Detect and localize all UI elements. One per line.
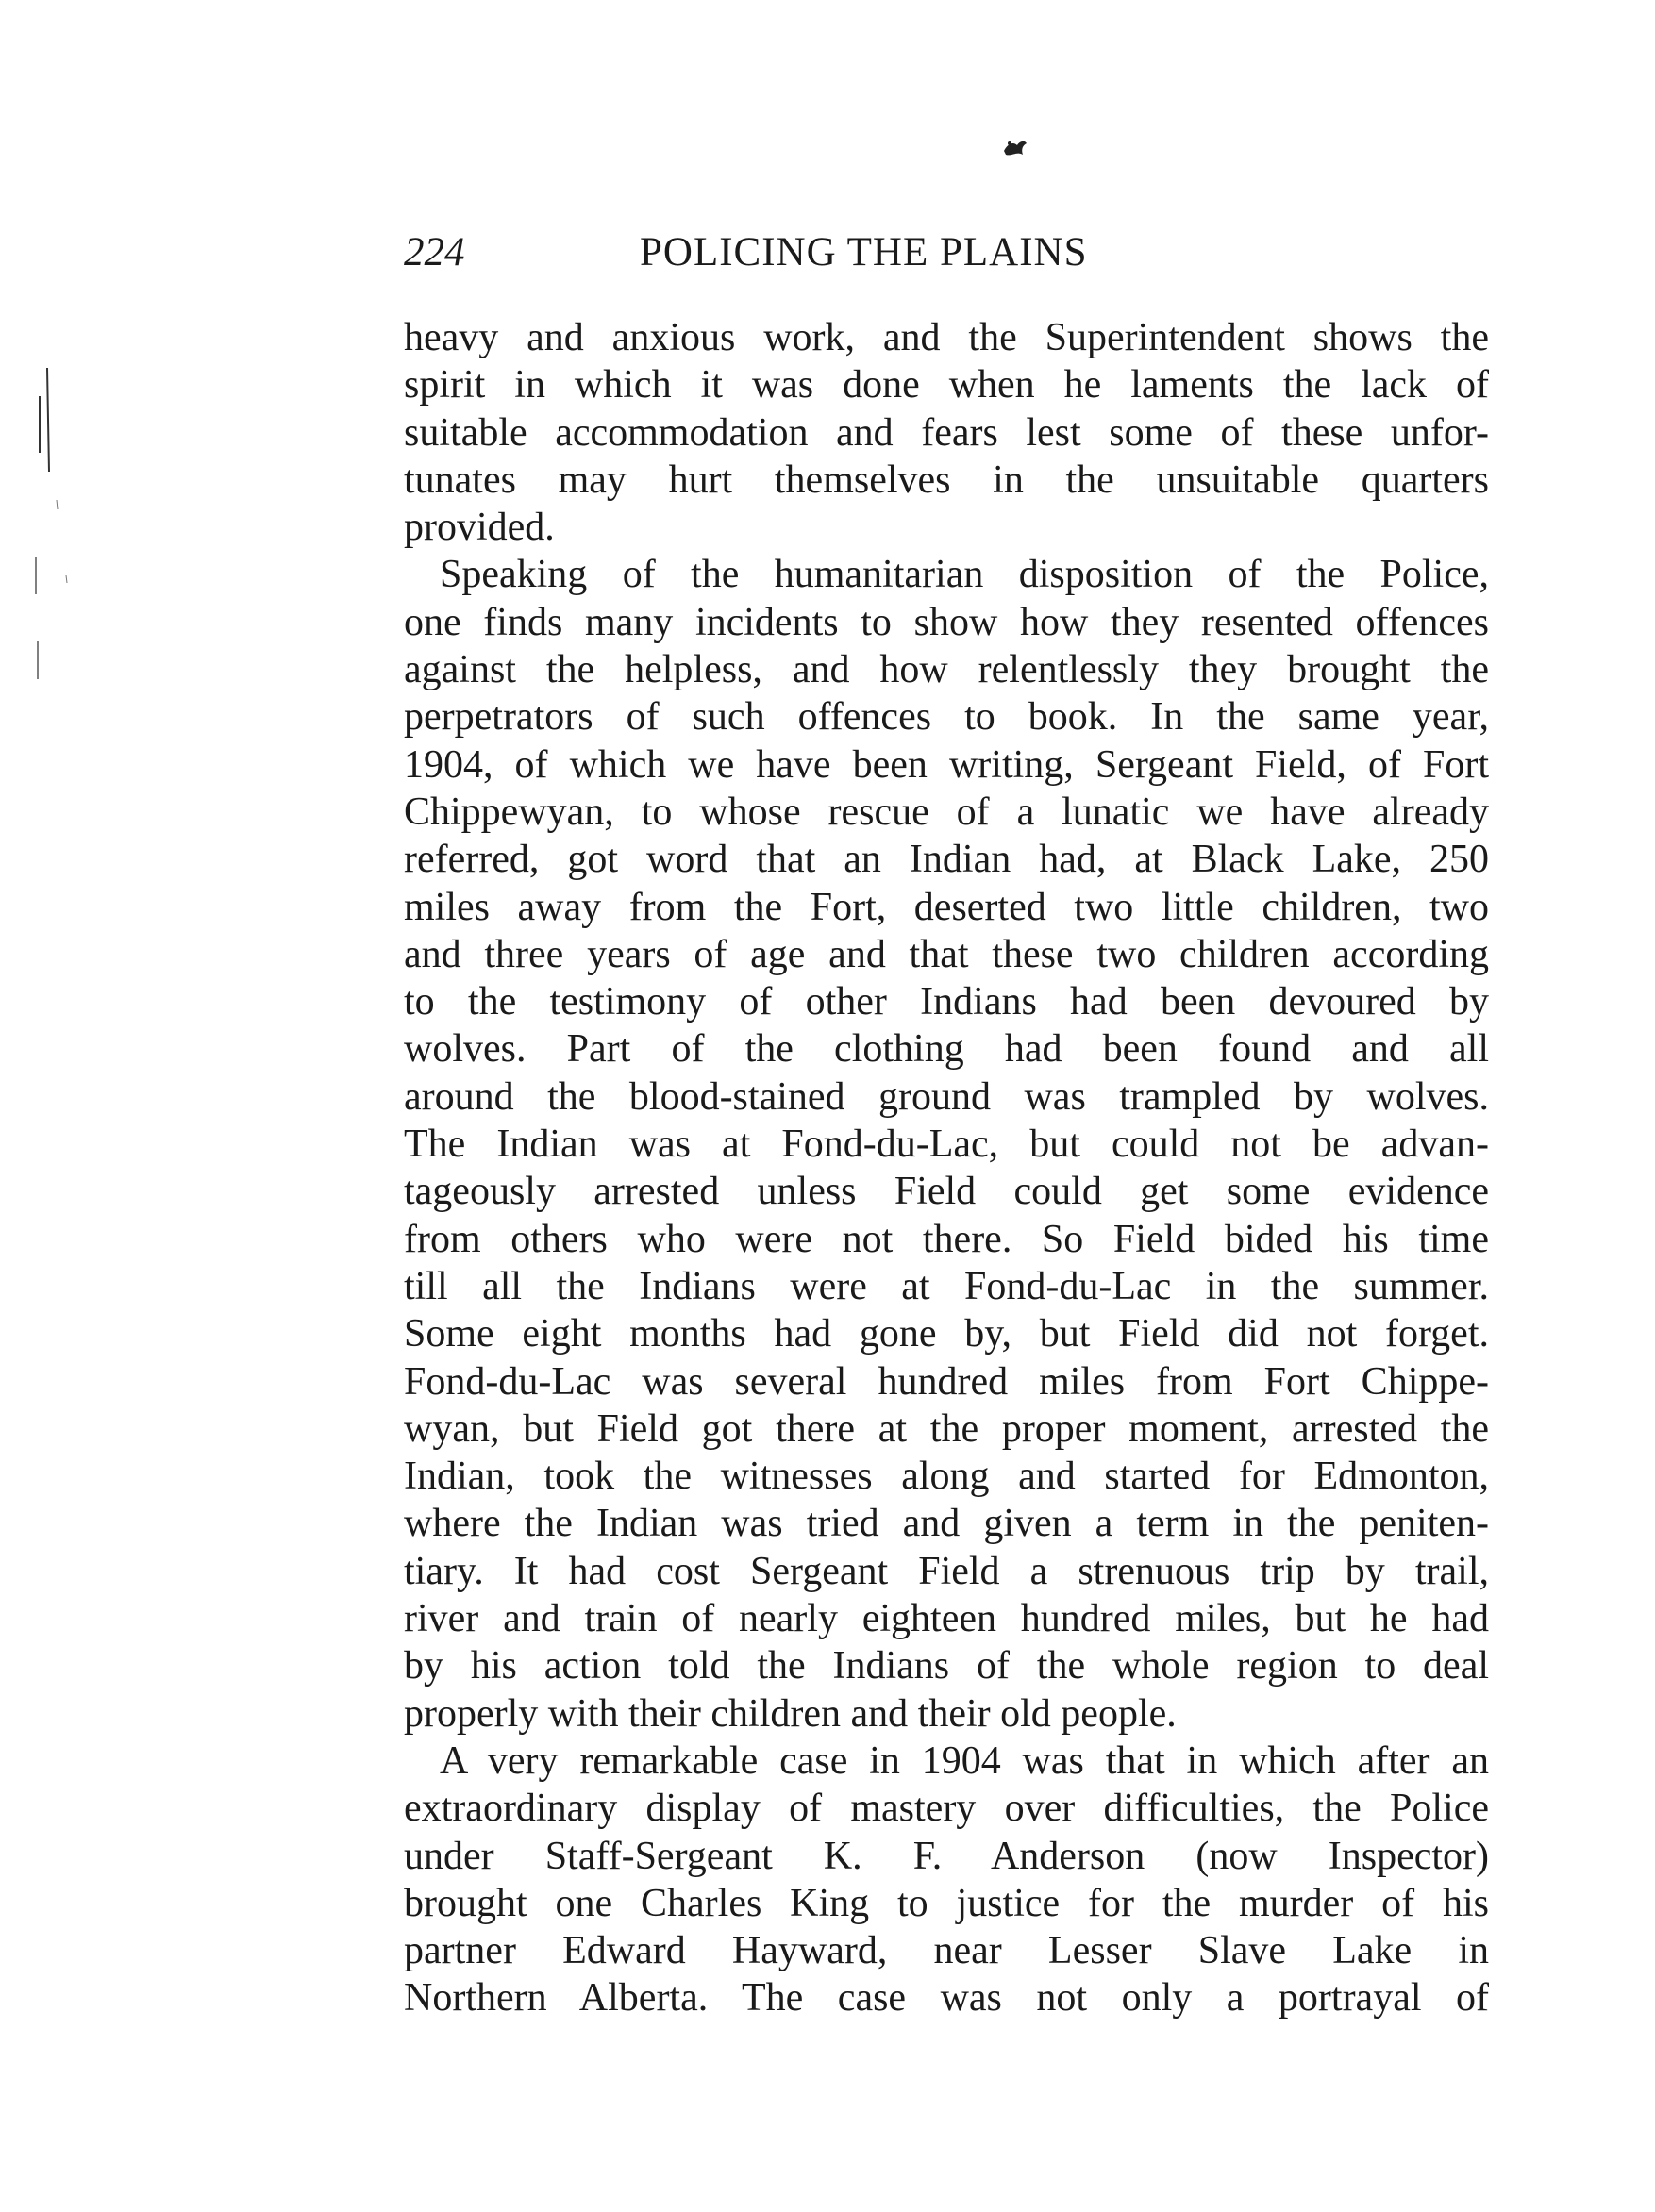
text-line: to the testimony of other Indians had been devoured by bbox=[404, 980, 1489, 1024]
text-line: perpetrators of such offences to book. In the same year, bbox=[404, 695, 1489, 740]
text-line: suitable accommodation and fears lest some of these unfor- bbox=[404, 410, 1489, 455]
text-line: by his action told the Indians of the whole region to deal bbox=[404, 1644, 1489, 1688]
text-line: referred, got word that an Indian had, at Black Lake, 250 bbox=[404, 838, 1489, 882]
text-line: extraordinary display of mastery over difficulties, the Police bbox=[404, 1787, 1489, 1831]
text-line: tageously arrested unless Field could get some evidence bbox=[404, 1170, 1489, 1214]
running-title: POLICING THE PLAINS bbox=[640, 230, 1088, 274]
scan-margin-marks bbox=[28, 358, 94, 755]
text-line: heavy and anxious work, and the Superintendent shows the bbox=[404, 316, 1489, 359]
text-line: Chippewyan, to whose rescue of a lunatic we have already bbox=[404, 790, 1489, 834]
text-line: Some eight months had gone by, but Field did not forget. bbox=[404, 1312, 1489, 1356]
text-line: provided. bbox=[404, 506, 555, 550]
text-line: miles away from the Fort, deserted two little children, two bbox=[404, 885, 1489, 929]
text-line: partner Edward Hayward, near Lesser Slave Lake in bbox=[404, 1929, 1489, 1973]
text-line: spirit in which it was done when he laments the lack of bbox=[404, 363, 1489, 407]
text-line: where the Indian was tried and given a term in the peniten- bbox=[404, 1502, 1489, 1546]
text-line: Northern Alberta. The case was not only a portrayal of bbox=[404, 1976, 1489, 2021]
text-line: till all the Indians were at Fond-du-Lac in the summer. bbox=[404, 1264, 1489, 1308]
text-line: Speaking of the humanitarian disposition of the Police, bbox=[440, 553, 1489, 597]
text-line: around the blood-stained ground was trampled by wolves. bbox=[404, 1074, 1489, 1119]
printer-ornament-icon bbox=[1002, 138, 1028, 158]
page-number: 224 bbox=[404, 230, 465, 274]
text-line: wyan, but Field got there at the proper moment, arrested the bbox=[404, 1406, 1489, 1451]
text-line: tunates may hurt themselves in the unsuitable quarters bbox=[404, 457, 1489, 502]
body-text bbox=[404, 314, 1489, 2022]
text-line: Indian, took the witnesses along and started for Edmonton, bbox=[404, 1455, 1489, 1499]
text-line: from others who were not there. So Field bided his time bbox=[404, 1217, 1489, 1261]
text-line: 1904, of which we have been writing, Sergeant Field, of Fort bbox=[404, 742, 1489, 787]
text-line: river and train of nearly eighteen hundred miles, but he had bbox=[404, 1597, 1489, 1641]
text-line: brought one Charles King to justice for the murder of his bbox=[404, 1881, 1489, 1925]
text-line: properly with their children and their old people. bbox=[404, 1691, 1177, 1736]
text-line: against the helpless, and how relentlessly they brought the bbox=[404, 648, 1489, 692]
text-line: The Indian was at Fond-du-Lac, but could not be advan- bbox=[404, 1123, 1489, 1167]
text-line: A very remarkable case in 1904 was that in which after an bbox=[440, 1738, 1489, 1783]
text-line: Fond-du-Lac was several hundred miles from Fort Chippe- bbox=[404, 1359, 1489, 1404]
text-line: wolves. Part of the clothing had been found and all bbox=[404, 1027, 1489, 1072]
text-line: under Staff-Sergeant K. F. Anderson (now Inspector) bbox=[404, 1834, 1489, 1878]
text-line: and three years of age and that these two children according bbox=[404, 932, 1489, 976]
running-head bbox=[404, 225, 1198, 281]
text-line: one finds many incidents to show how they resented offences bbox=[404, 600, 1489, 644]
text-line: tiary. It had cost Sergeant Field a strenuous trip by trail, bbox=[404, 1549, 1489, 1593]
